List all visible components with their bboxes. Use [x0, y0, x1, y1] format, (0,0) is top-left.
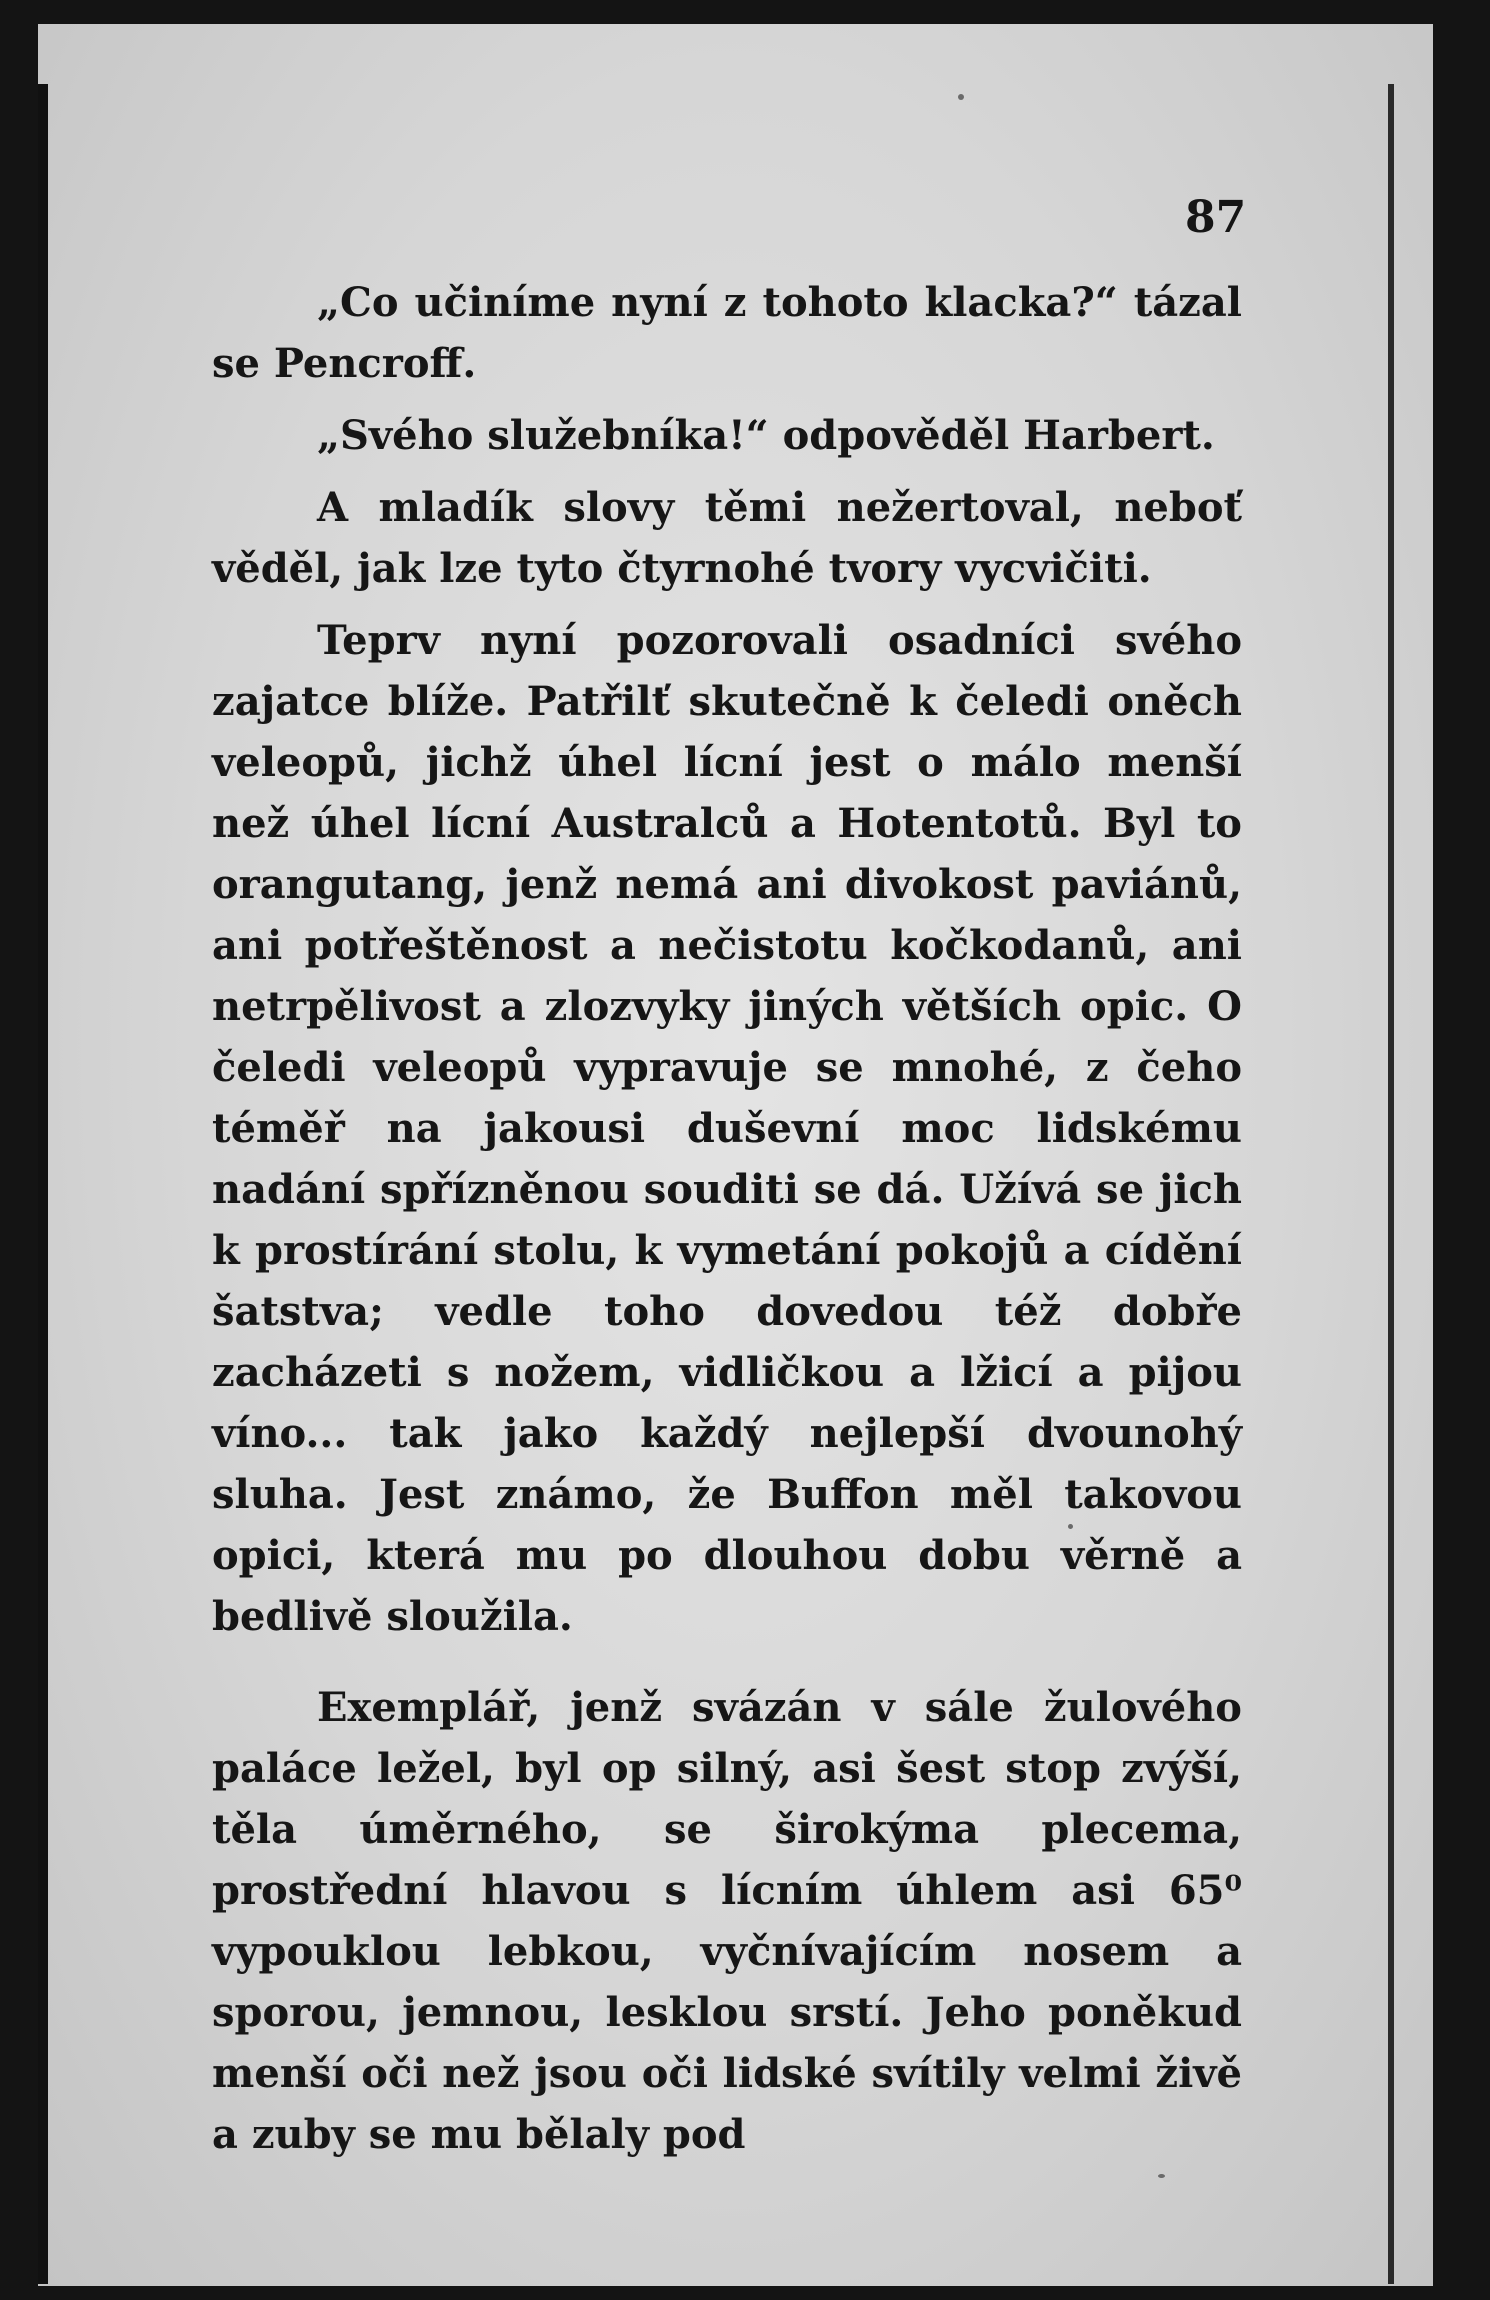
- paragraph: Teprv nyní pozorovali osadníci svého zajatce blíže. Patřilť skutečně k čeledi oněch veleopů, jichž úhel lícní jest o málo menší než úhel lícní Australců a Hotentotů. Byl to orangutang, jenž nemá ani divokost paviánů, ani potřeštěnost a nečistotu kočkodanů, ani netrpělivost a zlozvyky jiných větších opic. O čeledi veleopů vypravuje se mnohé, z čeho téměř na jakousi duševní moc lidskému nadání spřízněnou souditi se dá. Užívá se jich k prostírání stolu, k vymetání pokojů a cídění šatstva; vedle toho dovedou též dobře zacházeti s nožem, vidličkou a lžicí a pijou víno... tak jako každý nejlepší dvounohý sluha. Jest známo, že Buffon měl takovou opici, která mu po dlouhou dobu věrně a bedlivě sloužila.: [212, 617, 1242, 1640]
- paragraph: „Co učiníme nyní z tohoto klacka?“ tázal se Pencroff.: [212, 279, 1242, 387]
- paragraph: „Svého služebníka!“ odpověděl Harbert.: [317, 412, 1215, 459]
- paragraph: Exemplář, jenž svázán v sále žulového paláce ležel, byl op silný, asi šest stop zvýší, těla úměrného, se širokýma plecema, prostřední hlavou s lícním úhlem asi 65⁰ vypouklou lebkou, vyčnívajícím nosem a sporou, jemnou, lesklou srstí. Jeho poněkud menší oči než jsou oči lidské svítily velmi živě a zuby se mu bělaly pod: [212, 1684, 1242, 2158]
- paragraph: A mladík slovy těmi nežertoval, neboť věděl, jak lze tyto čtyrnohé tvory vycvičiti.: [212, 484, 1242, 592]
- paper-speck: [958, 94, 964, 100]
- page-number: 87: [1185, 192, 1247, 243]
- binding-edge-shadow: [38, 84, 48, 2284]
- right-edge-shadow: [1388, 84, 1394, 2284]
- body-text: [212, 272, 1242, 2176]
